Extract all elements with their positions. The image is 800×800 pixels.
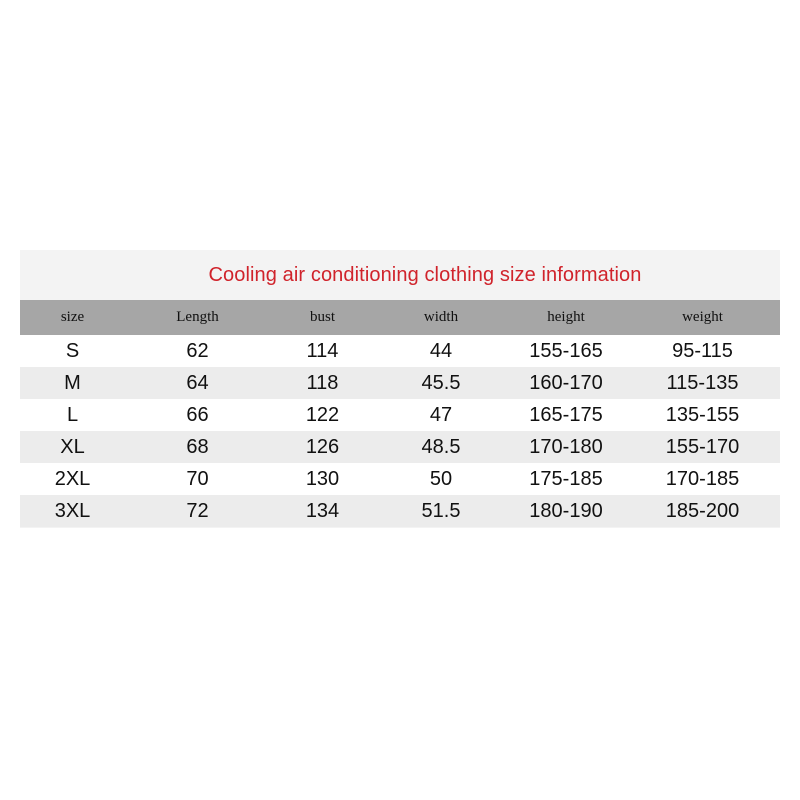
cell-width: 48.5 bbox=[421, 435, 461, 458]
column-header-height: height bbox=[547, 309, 585, 325]
cell-weight: 135-155 bbox=[665, 403, 740, 426]
cell-size: S bbox=[65, 339, 80, 362]
cell-size: XL bbox=[60, 435, 85, 458]
table-row bbox=[20, 399, 780, 431]
cell-height: 180-190 bbox=[529, 499, 603, 522]
cell-length: 66 bbox=[186, 403, 209, 426]
cell-weight: 170-185 bbox=[665, 467, 740, 490]
cell-weight: 155-170 bbox=[665, 435, 740, 458]
table-row bbox=[20, 495, 780, 527]
cell-weight: 115-135 bbox=[666, 371, 739, 394]
cell-size: M bbox=[64, 371, 81, 394]
cell-size: 3XL bbox=[54, 499, 91, 522]
cell-bust: 114 bbox=[306, 339, 339, 362]
cell-length: 70 bbox=[186, 467, 209, 490]
cell-bust: 118 bbox=[306, 371, 339, 394]
cell-length: 62 bbox=[186, 339, 209, 362]
column-header-width: width bbox=[423, 309, 459, 325]
cell-height: 165-175 bbox=[529, 403, 603, 426]
cell-width: 44 bbox=[429, 339, 453, 362]
cell-bust: 126 bbox=[305, 435, 340, 458]
table-header-row bbox=[20, 300, 780, 335]
size-chart-title: Cooling air conditioning clothing size information bbox=[208, 263, 642, 286]
cell-bust: 130 bbox=[305, 467, 340, 490]
size-chart-panel bbox=[20, 250, 780, 528]
cell-height: 155-165 bbox=[529, 339, 603, 362]
size-table bbox=[20, 300, 780, 527]
column-header-size: size bbox=[60, 309, 85, 325]
cell-length: 68 bbox=[186, 435, 209, 458]
cell-weight: 185-200 bbox=[665, 499, 740, 522]
column-header-bust: bust bbox=[309, 309, 335, 325]
cell-weight: 95-115 bbox=[672, 339, 733, 362]
cell-width: 51.5 bbox=[421, 499, 461, 522]
cell-height: 170-180 bbox=[529, 435, 603, 458]
cell-length: 64 bbox=[186, 371, 209, 394]
table-row bbox=[20, 431, 780, 463]
cell-bust: 122 bbox=[305, 403, 340, 426]
table-row bbox=[20, 335, 780, 367]
cell-width: 45.5 bbox=[421, 371, 461, 394]
table-row bbox=[20, 367, 780, 399]
cell-height: 175-185 bbox=[529, 467, 603, 490]
cell-width: 50 bbox=[429, 467, 453, 490]
cell-bust: 134 bbox=[305, 499, 340, 522]
title-band bbox=[20, 250, 780, 300]
column-header-weight: weight bbox=[682, 309, 723, 325]
cell-size: 2XL bbox=[54, 467, 91, 490]
cell-size: L bbox=[66, 403, 79, 426]
cell-length: 72 bbox=[186, 499, 209, 522]
cell-height: 160-170 bbox=[529, 371, 603, 394]
cell-width: 47 bbox=[429, 403, 453, 426]
table-row bbox=[20, 463, 780, 495]
column-header-length: Length bbox=[176, 309, 219, 325]
